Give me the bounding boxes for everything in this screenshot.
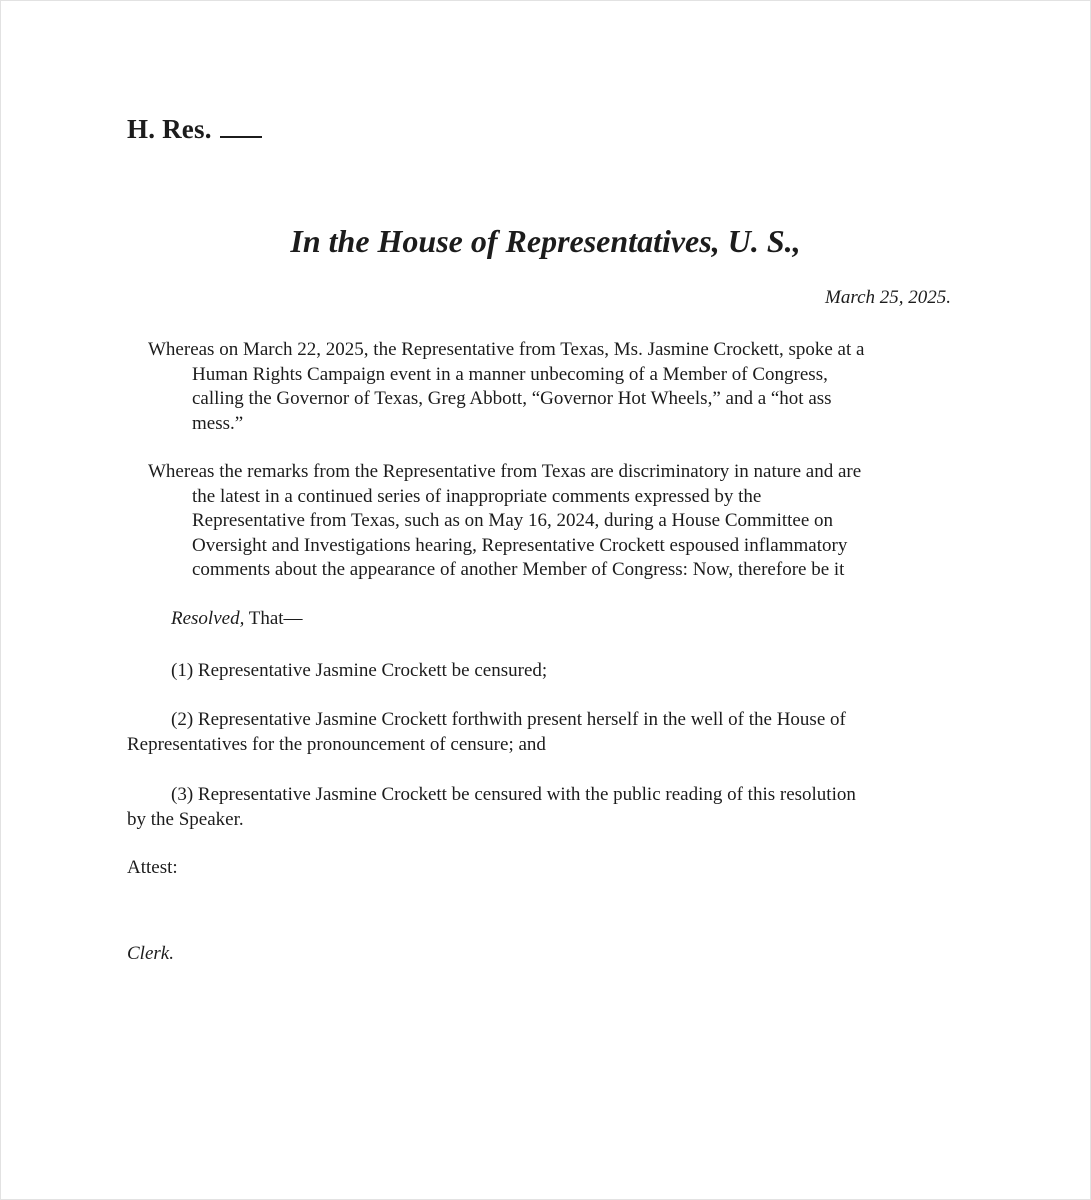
clause-2-line-1: (2) Representative Jasmine Crockett forthwith present herself in the well of the House of xyxy=(171,709,846,730)
bill-number-label: H. Res. xyxy=(127,114,212,144)
whereas-2-line-3: Representative from Texas, such as on May 16, 2024, during a House Committee on xyxy=(192,510,834,531)
bill-number xyxy=(127,112,262,145)
whereas-1-line-3: calling the Governor of Texas, Greg Abbott, “Governor Hot Wheels,” and a “hot ass xyxy=(192,388,832,409)
resolved-rest: That— xyxy=(244,608,303,629)
whereas-1-line-2: Human Rights Campaign event in a manner unbecoming of a Member of Congress, xyxy=(192,363,828,385)
whereas-1-line-1: Whereas on March 22, 2025, the Representative from Texas, Ms. Jasmine Crockett, spoke at a xyxy=(148,339,865,360)
clause-1 xyxy=(127,659,547,684)
clause-1-line-1: (1) Representative Jasmine Crockett be censured; xyxy=(171,660,548,681)
whereas-2-line-4: Oversight and Investigations hearing, Representative Crockett espoused inflammatory xyxy=(192,534,848,556)
whereas-clause-1 xyxy=(148,338,978,436)
clause-2 xyxy=(127,708,846,757)
whereas-2-line-5: comments about the appearance of another Member of Congress: Now, therefore be it xyxy=(192,559,845,580)
bill-number-blank xyxy=(220,112,262,138)
resolved-clause xyxy=(171,608,303,630)
whereas-2-line-1: Whereas the remarks from the Representative from Texas are discriminatory in nature and are xyxy=(148,461,862,482)
clerk-label: Clerk. xyxy=(127,943,174,964)
clause-3-line-1: (3) Representative Jasmine Crockett be censured with the public reading of this resolution xyxy=(171,784,856,805)
chamber-title: In the House of Representatives, U. S., xyxy=(290,223,801,259)
clause-3-line-2: by the Speaker. xyxy=(127,808,244,830)
whereas-2-line-2: the latest in a continued series of inappropriate comments expressed by the xyxy=(192,485,762,507)
whereas-1-line-4: mess.” xyxy=(192,412,244,434)
resolution-date: March 25, 2025. xyxy=(825,287,951,308)
attest-label: Attest: xyxy=(127,857,178,878)
resolved-word: Resolved, xyxy=(171,608,245,629)
clause-3 xyxy=(127,783,856,832)
clause-2-line-2: Representatives for the pronouncement of censure; and xyxy=(127,733,546,755)
whereas-clause-2 xyxy=(148,460,978,583)
